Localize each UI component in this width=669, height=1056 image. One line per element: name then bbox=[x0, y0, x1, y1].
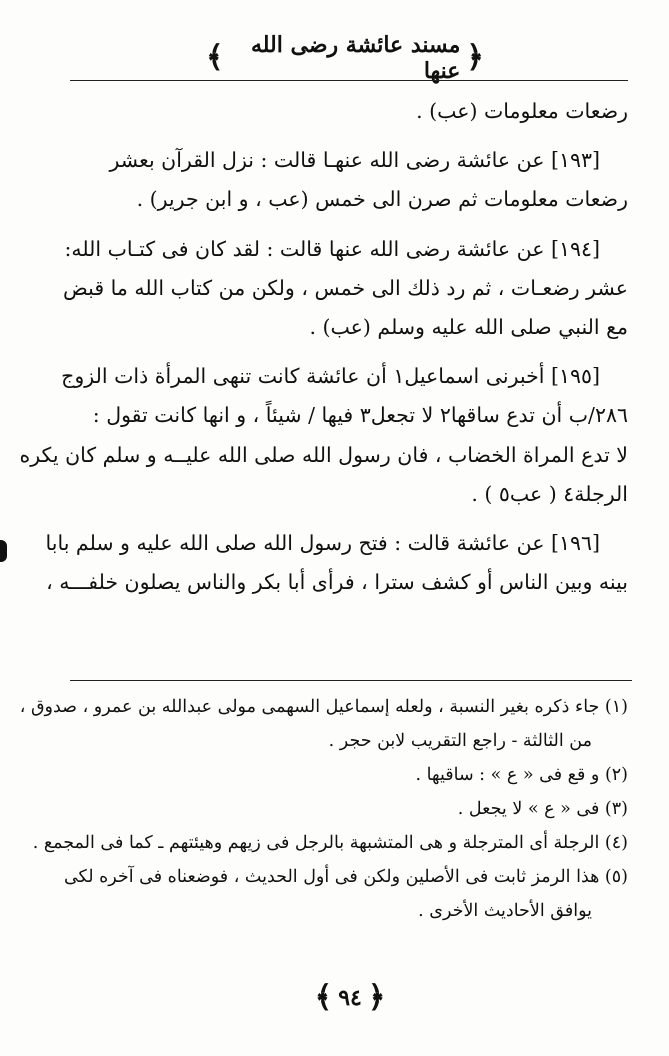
main-text bbox=[19, 92, 628, 602]
header-rule bbox=[70, 80, 628, 81]
footnotes bbox=[19, 690, 628, 928]
header-brace-close: ﴾ bbox=[206, 40, 224, 75]
page-number: ٩٤ bbox=[338, 985, 362, 1011]
hadith-194-start: [١٩٤] عن عائشة رضى الله عنها قالت : لقد كان فى كتـاب الله: bbox=[64, 236, 600, 261]
text-line-with-folio-mark: ٢٨٦/ب أن تدع ساقها٢ لا تجعل٣ فيها / شيئاً ، و انها كانت تقول : bbox=[92, 403, 628, 428]
footnote-1-cont: من الثالثة - راجع التقريب لابن حجر . bbox=[328, 731, 592, 751]
text-line: الرجلة٤ ( عب٥ ) . bbox=[471, 481, 628, 506]
footnote-5-cont: يوافق الأحاديث الأخرى . bbox=[418, 901, 592, 921]
hadith-193-start: [١٩٣] عن عائشة رضى الله عنهـا قالت : نزل القرآن بعشر bbox=[109, 148, 600, 173]
header-title: مسند عائشة رضى الله عنها bbox=[250, 32, 461, 84]
footnote-4: (٤) الرجلة أى المترجلة و هى المتشبهة بالرجل فى زيهم وهيئتهم ـ كما فى المجمع . bbox=[32, 833, 628, 853]
footnote-5: (٥) هذا الرمز ثابت فى الأصلين ولكن فى أول الحديث ، فوضعناه فى آخره لكى bbox=[63, 867, 628, 887]
text-line: رضعات معلومات (عب) . bbox=[416, 99, 628, 123]
footnote-1: (١) جاء ذكره بغير النسبة ، ولعله إسماعيل السهمى مولى عبدالله بن عمرو ، صدوق ، bbox=[19, 697, 628, 717]
header-brace-open: ﴿ bbox=[466, 40, 484, 75]
footer-brace-close: ﴾ bbox=[314, 980, 333, 1015]
hadith-195-start: [١٩٥] أخبرنى اسماعيل١ أن عائشة كانت تنهى المرأة ذات الزوج bbox=[61, 364, 600, 389]
margin-ink-blot bbox=[0, 540, 7, 562]
text-line: لا تدع المراة الخضاب ، فان رسول الله صلى الله عليــه و سلم كان يكره bbox=[19, 442, 628, 467]
footnote-2: (٢) و قع فى « ع » : ساقيها . bbox=[415, 765, 628, 785]
hadith-196-start: [١٩٦] عن عائشة قالت : فتح رسول الله صلى الله عليه و سلم بابا bbox=[45, 531, 600, 556]
footnote-rule bbox=[70, 680, 632, 681]
footer-brace-open: ﴿ bbox=[367, 980, 386, 1015]
running-header bbox=[200, 32, 490, 84]
page-footer bbox=[290, 978, 410, 1018]
footnote-3: (٣) فى « ع » لا يجعل . bbox=[457, 799, 628, 819]
text-line: رضعات معلومات ثم صرن الى خمس (عب ، و ابن جرير) . bbox=[136, 187, 628, 212]
text-line: عشر رضعـات ، ثم رد ذلك الى خمس ، ولكن من كتاب الله ما قبض bbox=[63, 275, 628, 300]
text-line: بينه وبين الناس أو كشف سترا ، فرأى أبا بكر والناس يصلون خلفـــه ، bbox=[46, 570, 628, 595]
text-line: مع النبي صلى الله عليه وسلم (عب) . bbox=[309, 315, 628, 340]
